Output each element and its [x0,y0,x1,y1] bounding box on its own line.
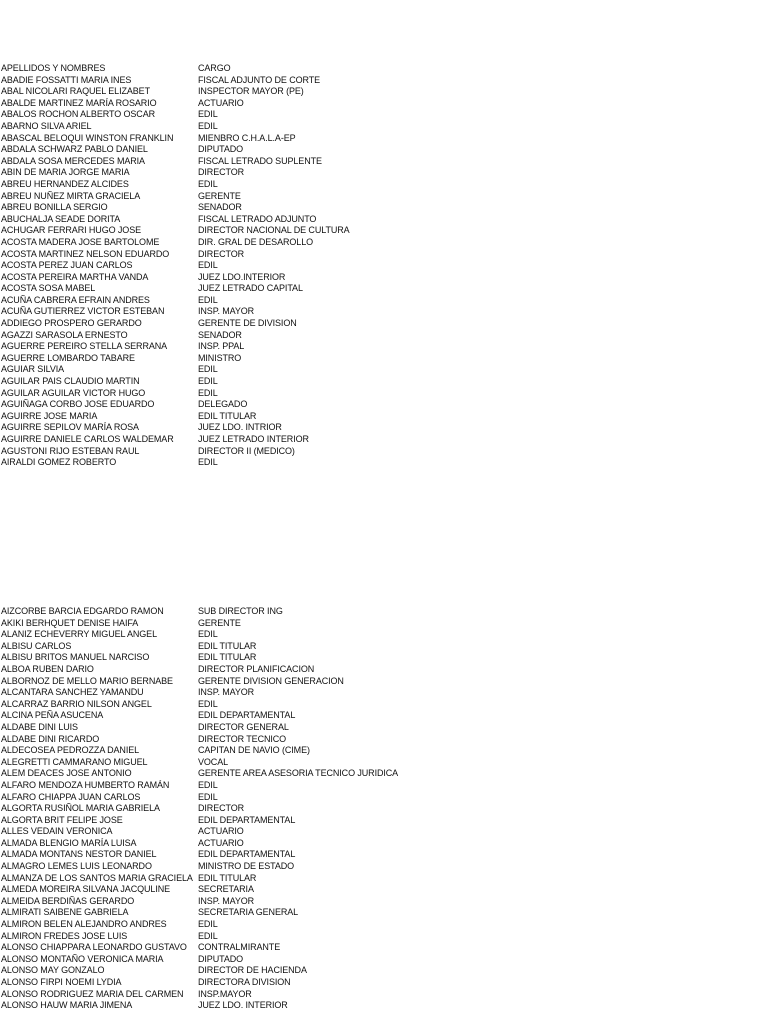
table-row [1,422,761,434]
table-row [1,156,761,168]
person-cargo: EDIL TITULAR [198,640,257,651]
table-row [1,919,761,931]
person-cargo: INSP. PPAL [198,341,245,352]
person-name: ABALOS ROCHON ALBERTO OSCAR [1,109,156,120]
person-cargo: INSP. MAYOR [198,895,255,906]
person-cargo: MIENBRO C.H.A.L.A-EP [198,132,296,143]
table-row [1,446,761,458]
table-row [1,676,761,688]
person-cargo: EDIL TITULAR [198,652,257,663]
person-cargo: DIRECTOR [198,248,245,259]
table-row [1,734,761,746]
table-row [1,861,761,873]
table-row [1,989,761,1001]
table-row [1,121,761,133]
person-name: ACOSTA MARTINEZ NELSON EDUARDO [1,248,170,259]
table-row [1,792,761,804]
table-row [1,907,761,919]
person-cargo: EDIL TITULAR [198,410,257,421]
person-cargo: EDIL [198,120,218,131]
table-row [1,977,761,989]
table-row [1,388,761,400]
table-row [1,652,761,664]
roster-block-2 [1,606,761,1012]
person-name: ACOSTA MADERA JOSE BARTOLOME [1,236,160,247]
person-cargo: EDIL [198,919,218,930]
table-row [1,376,761,388]
person-name: ABAL NICOLARI RAQUEL ELIZABET [1,86,150,97]
table-row [1,629,761,641]
person-name: ALMIRON BELEN ALEJANDRO ANDRES [1,919,167,930]
person-cargo: CAPITAN DE NAVIO (CIME) [198,745,310,756]
person-cargo: DIPUTADO [198,953,244,964]
person-name: ABASCAL BELOQUI WINSTON FRANKLIN [1,132,174,143]
person-cargo: INSP.MAYOR [198,988,252,999]
table-row [1,144,761,156]
person-cargo: DIRECTOR NACIONAL DE CULTURA [198,225,350,236]
table-row [1,687,761,699]
table-row [1,803,761,815]
table-row [1,353,761,365]
table-row [1,249,761,261]
person-name: AGUIRRE SEPILOV MARÍA ROSA [1,422,139,433]
person-cargo: EDIL [198,791,218,802]
person-name: AGUILAR AGUILAR VICTOR HUGO [1,387,146,398]
person-name: ABDALA SOSA MERCEDES MARIA [1,155,145,166]
person-name: ALANIZ ECHEVERRY MIGUEL ANGEL [1,629,157,640]
person-name: ABREU BONILLA SERGIO [1,202,108,213]
person-cargo: EDIL [198,364,218,375]
person-cargo: GERENTE [198,190,241,201]
table-row [1,780,761,792]
person-cargo: JUEZ LDO. INTRIOR [198,422,282,433]
person-cargo: EDIL [198,457,218,468]
person-name: ABREU NUÑEZ MIRTA GRACIELA [1,190,141,201]
person-cargo: SECRETARIA [198,884,254,895]
table-row [1,86,761,98]
person-cargo: SENADOR [198,202,242,213]
table-row [1,826,761,838]
person-cargo: JUEZ LETRADO INTERIOR [198,434,309,444]
table-row [1,237,761,249]
table-row [1,757,761,769]
person-name: ABALDE MARTINEZ MARÍA ROSARIO [1,97,157,108]
person-name: AGUIÑAGA CORBO JOSE EDUARDO [1,399,155,410]
person-name: ABIN DE MARIA JORGE MARIA [1,167,130,178]
person-name: ABARNO SILVA ARIEL [1,120,92,131]
person-name: AIRALDI GOMEZ ROBERTO [1,457,117,468]
person-name: ALEM DEACES JOSE ANTONIO [1,768,132,779]
table-row [1,214,761,226]
person-cargo: DIRECTOR [198,167,245,178]
person-cargo: EDIL DEPARTAMENTAL [198,814,296,825]
table-row [1,225,761,237]
person-name: ALEGRETTI CAMMARANO MIGUEL [1,756,148,767]
person-name: ALBOA RUBEN DARIO [1,663,94,674]
person-name: ACUÑA GUTIERREZ VICTOR ESTEBAN [1,306,165,317]
person-name: AGUERRE PEREIRO STELLA SERRANA [1,341,168,352]
person-name: ALGORTA BRIT FELIPE JOSE [1,814,123,825]
person-name: ALMEIDA BERDIÑAS GERARDO [1,895,135,906]
person-cargo: EDIL [198,294,218,305]
column-header-cargo: CARGO [198,63,231,73]
person-cargo: DIRECTOR DE HACIENDA [198,965,307,976]
person-name: ALBISU BRITOS MANUEL NARCISO [1,652,150,663]
table-row [1,745,761,757]
person-cargo: DIRECTORA DIVISION [198,977,291,987]
person-name: ALFARO MENDOZA HUMBERTO RAMÁN [1,779,170,790]
roster-block-1 [1,63,761,469]
person-name: ALONSO HAUW MARIA JIMENA [1,1000,133,1011]
person-name: ADDIEGO PROSPERO GERARDO [1,318,142,329]
person-name: ACUÑA CABRERA EFRAIN ANDRES [1,294,150,305]
person-cargo: EDIL DEPARTAMENTAL [198,710,296,721]
table-row [1,167,761,179]
person-name: ALMIRON FREDES JOSE LUIS [1,930,128,941]
table-row [1,399,761,411]
person-name: ALONSO MONTAÑO VERONICA MARIA [1,953,164,964]
person-name: ALMIRATI SAIBENE GABRIELA [1,907,129,918]
person-cargo: JUEZ LDO. INTERIOR [198,1000,288,1011]
person-cargo: ACTUARIO [198,97,244,108]
person-cargo: GERENTE AREA ASESORIA TECNICO JURIDICA [198,768,399,779]
person-name: ALBISU CARLOS [1,640,72,651]
table-row [1,710,761,722]
person-cargo: EDIL [198,387,218,398]
table-row [1,641,761,653]
person-name: ALBORNOZ DE MELLO MARIO BERNABE [1,675,173,686]
person-cargo: SENADOR [198,329,242,340]
table-row [1,896,761,908]
person-name: AGUILAR PAIS CLAUDIO MARTIN [1,376,140,387]
person-cargo: INSPECTOR MAYOR (PE) [198,86,304,97]
person-cargo: INSP. MAYOR [198,687,255,698]
table-row [1,202,761,214]
table-row [1,965,761,977]
person-cargo: JUEZ LDO.INTERIOR [198,271,286,282]
person-name: ALONSO CHIAPPARA LEONARDO GUSTAVO [1,942,187,953]
person-cargo: EDIL [198,698,218,709]
table-row [1,98,761,110]
table-row [1,618,761,630]
table-row [1,133,761,145]
person-cargo: EDIL [198,930,218,941]
table-row [1,272,761,284]
person-cargo: JUEZ LETRADO CAPITAL [198,283,303,294]
person-name: ALDABE DINI LUIS [1,721,78,732]
table-row [1,295,761,307]
person-name: ACOSTA PEREZ JUAN CARLOS [1,260,133,271]
table-row [1,942,761,954]
person-name: AKIKI BERHQUET DENISE HAIFA [1,617,139,628]
table-row [1,75,761,87]
person-cargo: SECRETARIA GENERAL [198,907,299,918]
person-cargo: SUB DIRECTOR ING [198,606,283,616]
table-row [1,283,761,295]
table-row [1,931,761,943]
person-cargo: GERENTE DIVISION GENERACION [198,675,344,686]
person-cargo: ACTUARIO [198,837,244,848]
table-row [1,954,761,966]
person-cargo: EDIL DEPARTAMENTAL [198,849,296,860]
table-row [1,306,761,318]
person-cargo: MINISTRO [198,352,242,363]
table-row [1,434,761,446]
table-row [1,699,761,711]
table-row [1,330,761,342]
person-cargo: DIRECTOR [198,803,245,814]
table-row [1,606,761,618]
person-name: AGUIRRE DANIELE CARLOS WALDEMAR [1,434,174,444]
table-row [1,457,761,469]
person-name: ALCANTARA SANCHEZ YAMANDU [1,687,144,698]
table-row [1,364,761,376]
person-name: ACOSTA PEREIRA MARTHA VANDA [1,271,149,282]
person-name: ALGORTA RUSIÑOL MARIA GABRIELA [1,803,160,814]
person-name: ALCARRAZ BARRIO NILSON ANGEL [1,698,152,709]
person-cargo: INSP. MAYOR [198,306,255,317]
person-cargo: FISCAL LETRADO ADJUNTO [198,213,317,224]
person-cargo: EDIL [198,260,218,271]
person-name: ABDALA SCHWARZ PABLO DANIEL [1,144,148,155]
person-cargo: DIRECTOR GENERAL [198,721,289,732]
person-name: ABREU HERNANDEZ ALCIDES [1,178,129,189]
person-cargo: CONTRALMIRANTE [198,942,281,953]
table-row [1,109,761,121]
table-row [1,664,761,676]
person-name: ABUCHALJA SEADE DORITA [1,213,121,224]
person-name: AGUERRE LOMBARDO TABARE [1,352,135,363]
person-cargo: DIRECTOR PLANIFICACION [198,663,315,674]
person-name: AGUSTONI RIJO ESTEBAN RAUL [1,445,140,456]
person-name: ALFARO CHIAPPA JUAN CARLOS [1,791,141,802]
person-name: ALONSO MAY GONZALO [1,965,105,976]
person-cargo: EDIL [198,178,218,189]
table-row [1,849,761,861]
person-cargo: EDIL [198,376,218,387]
person-name: ACOSTA SOSA MABEL [1,283,96,294]
person-name: ALDABE DINI RICARDO [1,733,100,744]
person-cargo: DIPUTADO [198,144,244,155]
person-name: ALDECOSEA PEDROZZA DANIEL [1,745,140,756]
person-name: ALONSO FIRPI NOEMI LYDIA [1,977,122,987]
person-cargo: EDIL [198,629,218,640]
person-name: ALMAGRO LEMES LUIS LEONARDO [1,861,152,872]
table-row [1,260,761,272]
table-row [1,873,761,885]
person-cargo: DIR. GRAL DE DESAROLLO [198,236,313,247]
column-header-row [1,63,761,75]
table-row [1,179,761,191]
person-cargo: DIRECTOR II (MEDICO) [198,445,295,456]
person-cargo: GERENTE DE DIVISION [198,318,297,329]
person-cargo: GERENTE [198,617,241,628]
person-name: ALMEDA MOREIRA SILVANA JACQULINE [1,884,171,895]
person-name: ACHUGAR FERRARI HUGO JOSE [1,225,142,236]
person-cargo: EDIL TITULAR [198,872,257,883]
person-cargo: ACTUARIO [198,826,244,837]
person-name: AIZCORBE BARCIA EDGARDO RAMON [1,606,164,616]
person-name: ALMADA BLENGIO MARÍA LUISA [1,837,137,848]
table-row [1,768,761,780]
table-row [1,1000,761,1012]
person-name: ALLES VEDAIN VERONICA [1,826,113,837]
person-cargo: DELEGADO [198,399,248,410]
table-row [1,191,761,203]
person-name: ALCINA PEÑA ASUCENA [1,710,104,721]
table-row [1,318,761,330]
person-cargo: MINISTRO DE ESTADO [198,861,295,872]
person-cargo: FISCAL LETRADO SUPLENTE [198,155,322,166]
person-cargo: DIRECTOR TECNICO [198,733,287,744]
person-name: ALMANZA DE LOS SANTOS MARIA GRACIELA [1,872,193,883]
person-name: ALMADA MONTANS NESTOR DANIEL [1,849,157,860]
table-row [1,341,761,353]
table-row [1,838,761,850]
table-row [1,411,761,423]
person-cargo: FISCAL ADJUNTO DE CORTE [198,74,321,85]
person-name: ALONSO RODRIGUEZ MARIA DEL CARMEN [1,988,184,999]
table-row [1,815,761,827]
person-name: AGAZZI SARASOLA ERNESTO [1,329,128,340]
table-row [1,884,761,896]
person-cargo: EDIL [198,779,218,790]
person-cargo: VOCAL [198,756,229,767]
person-name: ABADIE FOSSATTI MARIA INES [1,74,132,85]
person-cargo: EDIL [198,109,218,120]
person-name: AGUIRRE JOSE MARIA [1,410,98,421]
table-row [1,722,761,734]
person-name: AGUIAR SILVIA [1,364,65,375]
column-header-name: APELLIDOS Y NOMBRES [1,63,106,73]
